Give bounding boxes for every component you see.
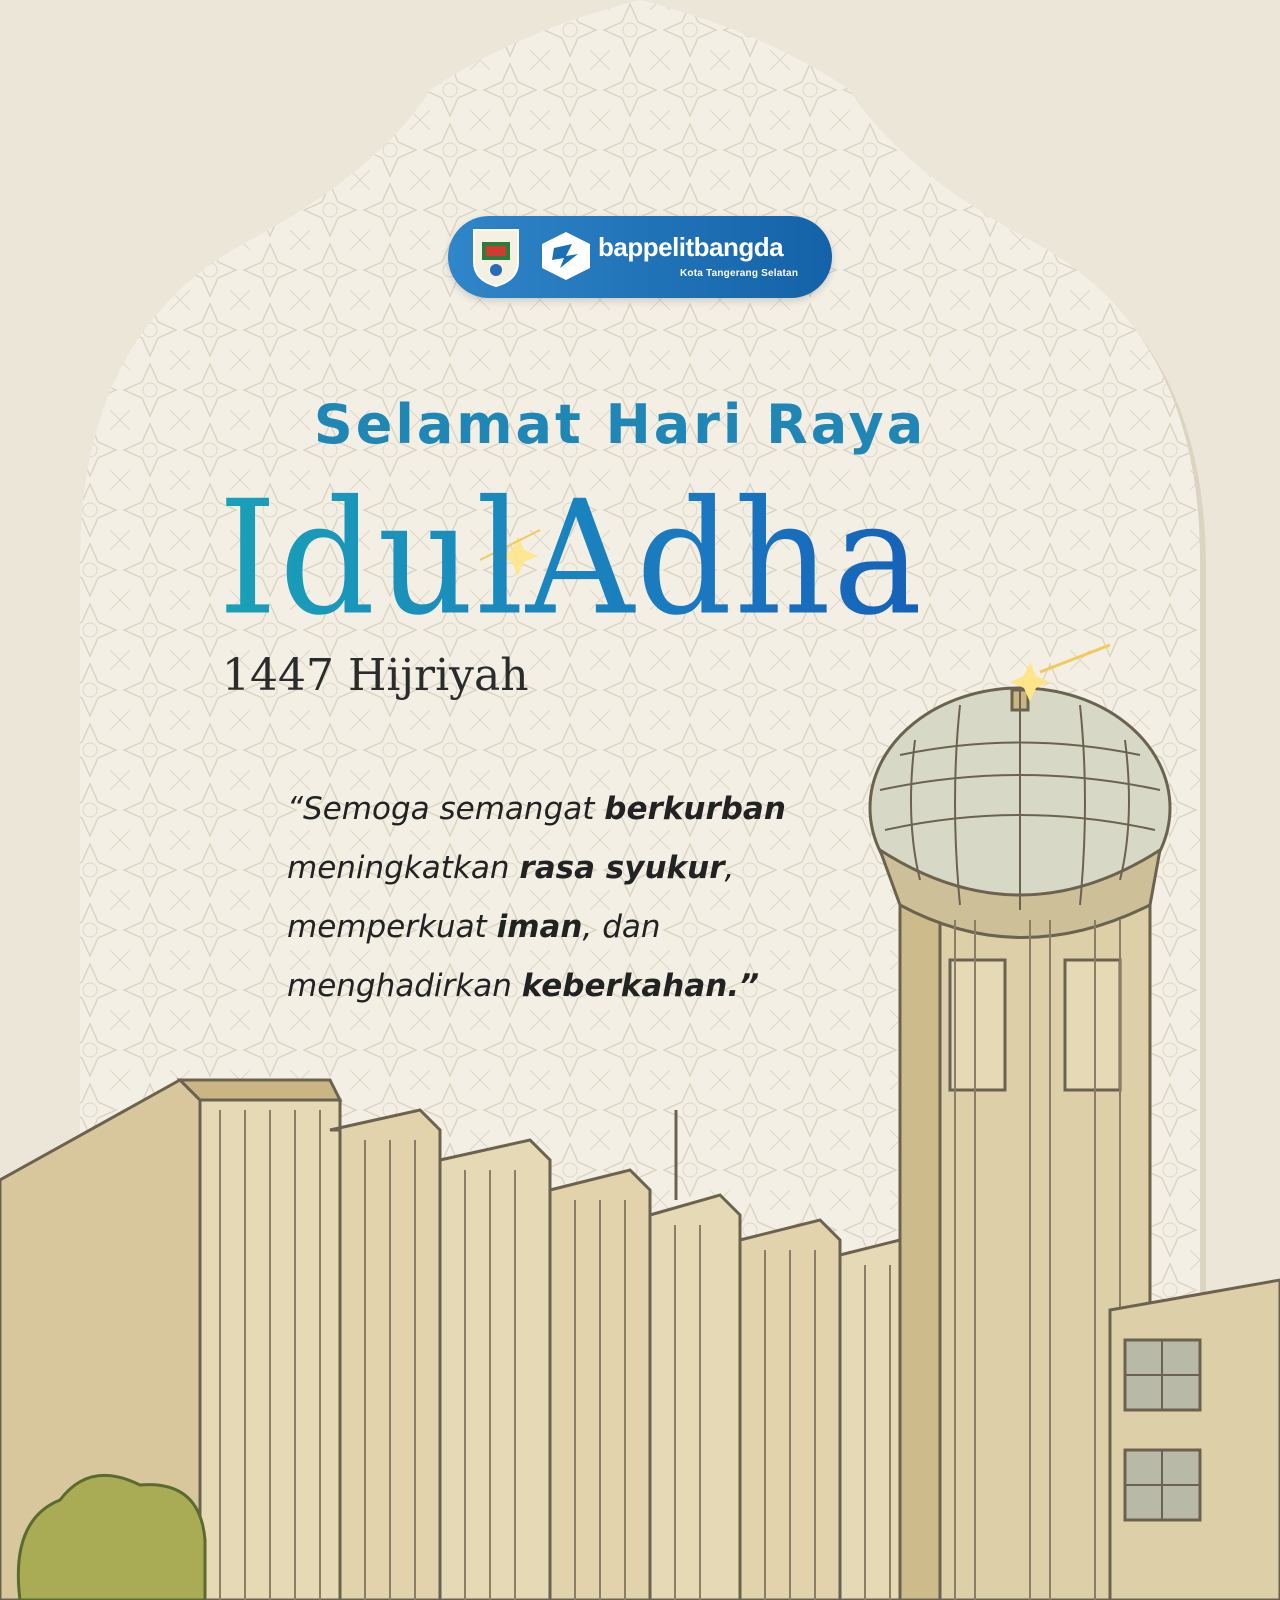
bappelitbangda-logo-icon: [538, 228, 594, 284]
holiday-title: IdulAdha: [218, 475, 1018, 643]
quote-text: [287, 780, 847, 1016]
hijri-year: 1447 Hijriyah: [222, 650, 529, 701]
brand-subtitle: Kota Tangerang Selatan: [680, 268, 799, 279]
greeting-title: Selamat Hari Raya: [313, 393, 927, 456]
quote-line-2: meningkatkan rasa syukur,: [287, 850, 735, 886]
quote-line-4: menghadirkan keberkahan.”: [287, 968, 760, 1004]
quote-line-3: memperkuat iman, dan: [287, 909, 661, 945]
city-emblem-icon: [468, 226, 524, 288]
building-right: [1110, 1280, 1280, 1600]
brand-name: bappelitbangda: [598, 232, 784, 262]
logo-pill: [448, 216, 832, 298]
quote-line-1: “Semoga semangat berkurban: [287, 791, 786, 827]
